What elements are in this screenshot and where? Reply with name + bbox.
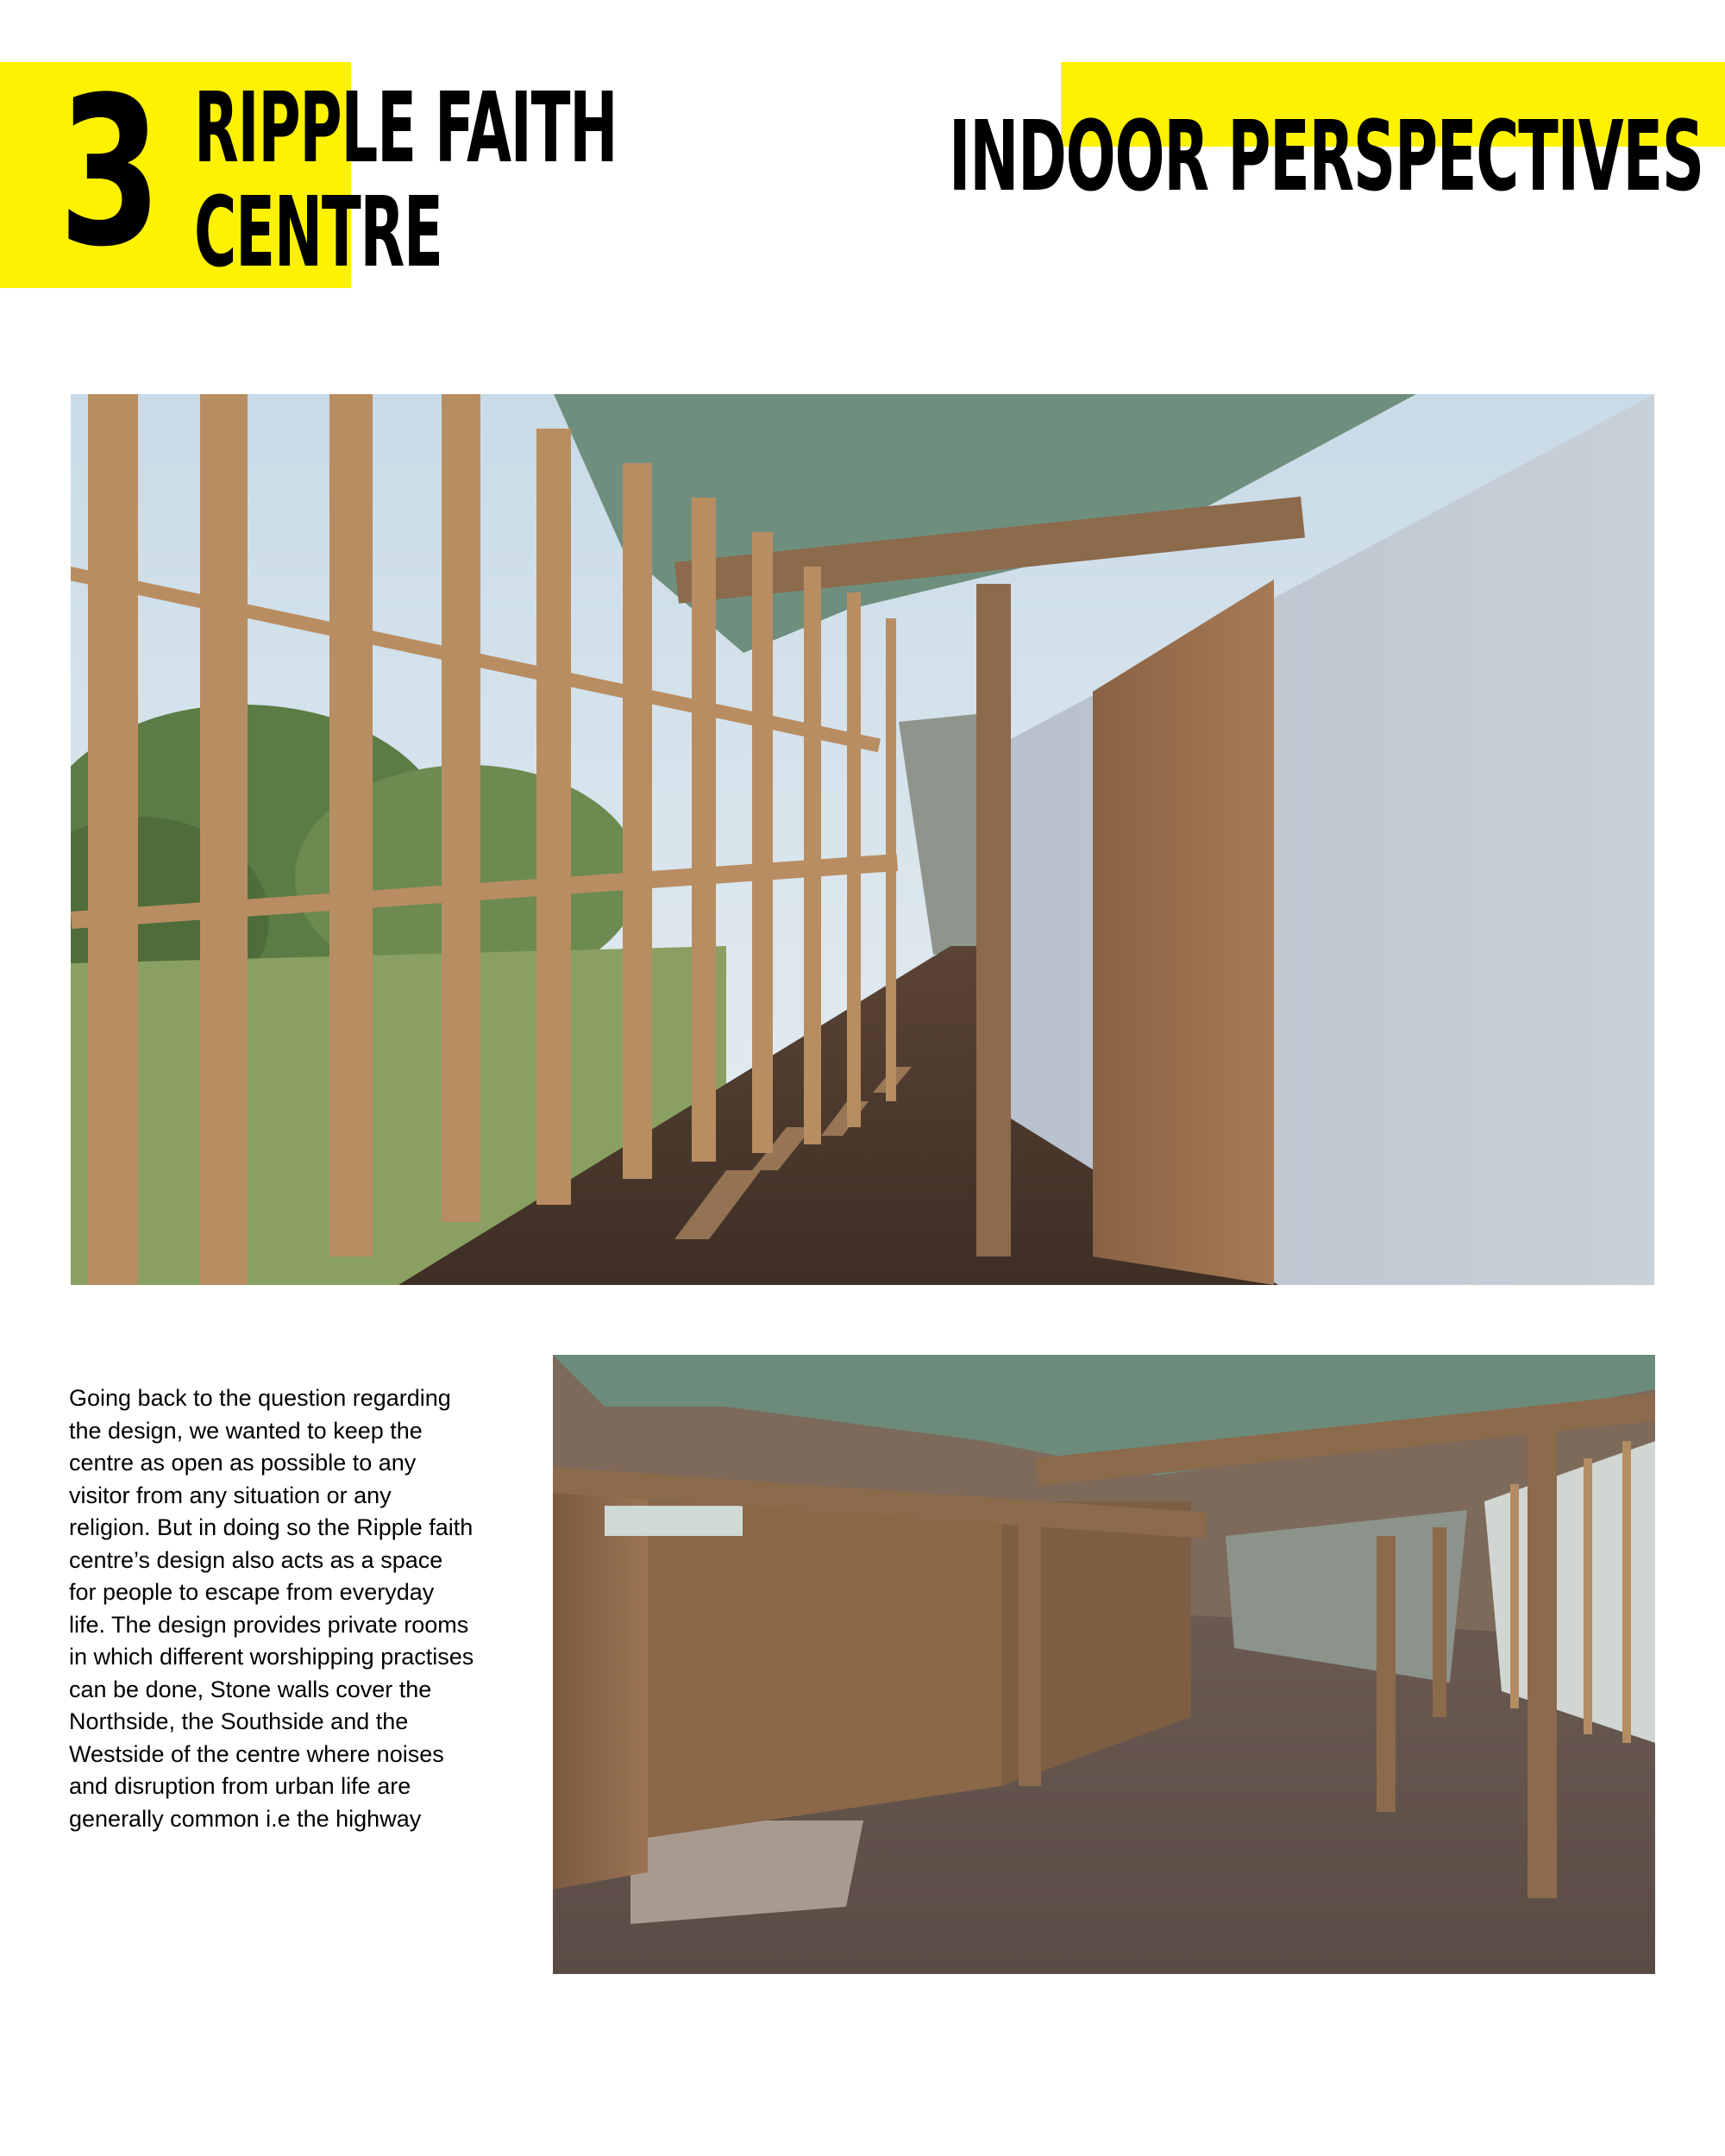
corridor-perspective-render <box>71 394 1654 1285</box>
project-title-line1: RIPPLE FAITH <box>194 72 618 185</box>
section-title: INDOOR PERSPECTIVES <box>949 101 1703 213</box>
interior-rooms-perspective-render <box>553 1355 1655 1974</box>
project-number: 3 <box>59 53 160 292</box>
project-title-line2: CENTRE <box>194 177 442 289</box>
design-description: Going back to the question regarding the design, we wanted to keep the centre as open as possible to any visitor from any situation or any religion. But in doing so the Ripple faith centre’s design also acts as a space for people to escape from everyday life. The design provides private rooms in which different worshipping practises can be done, Stone walls cover the Northside, the Southside and the Westside of the centre where noises and disruption from urban life are generally common i.e the highway <box>69 1385 474 1832</box>
